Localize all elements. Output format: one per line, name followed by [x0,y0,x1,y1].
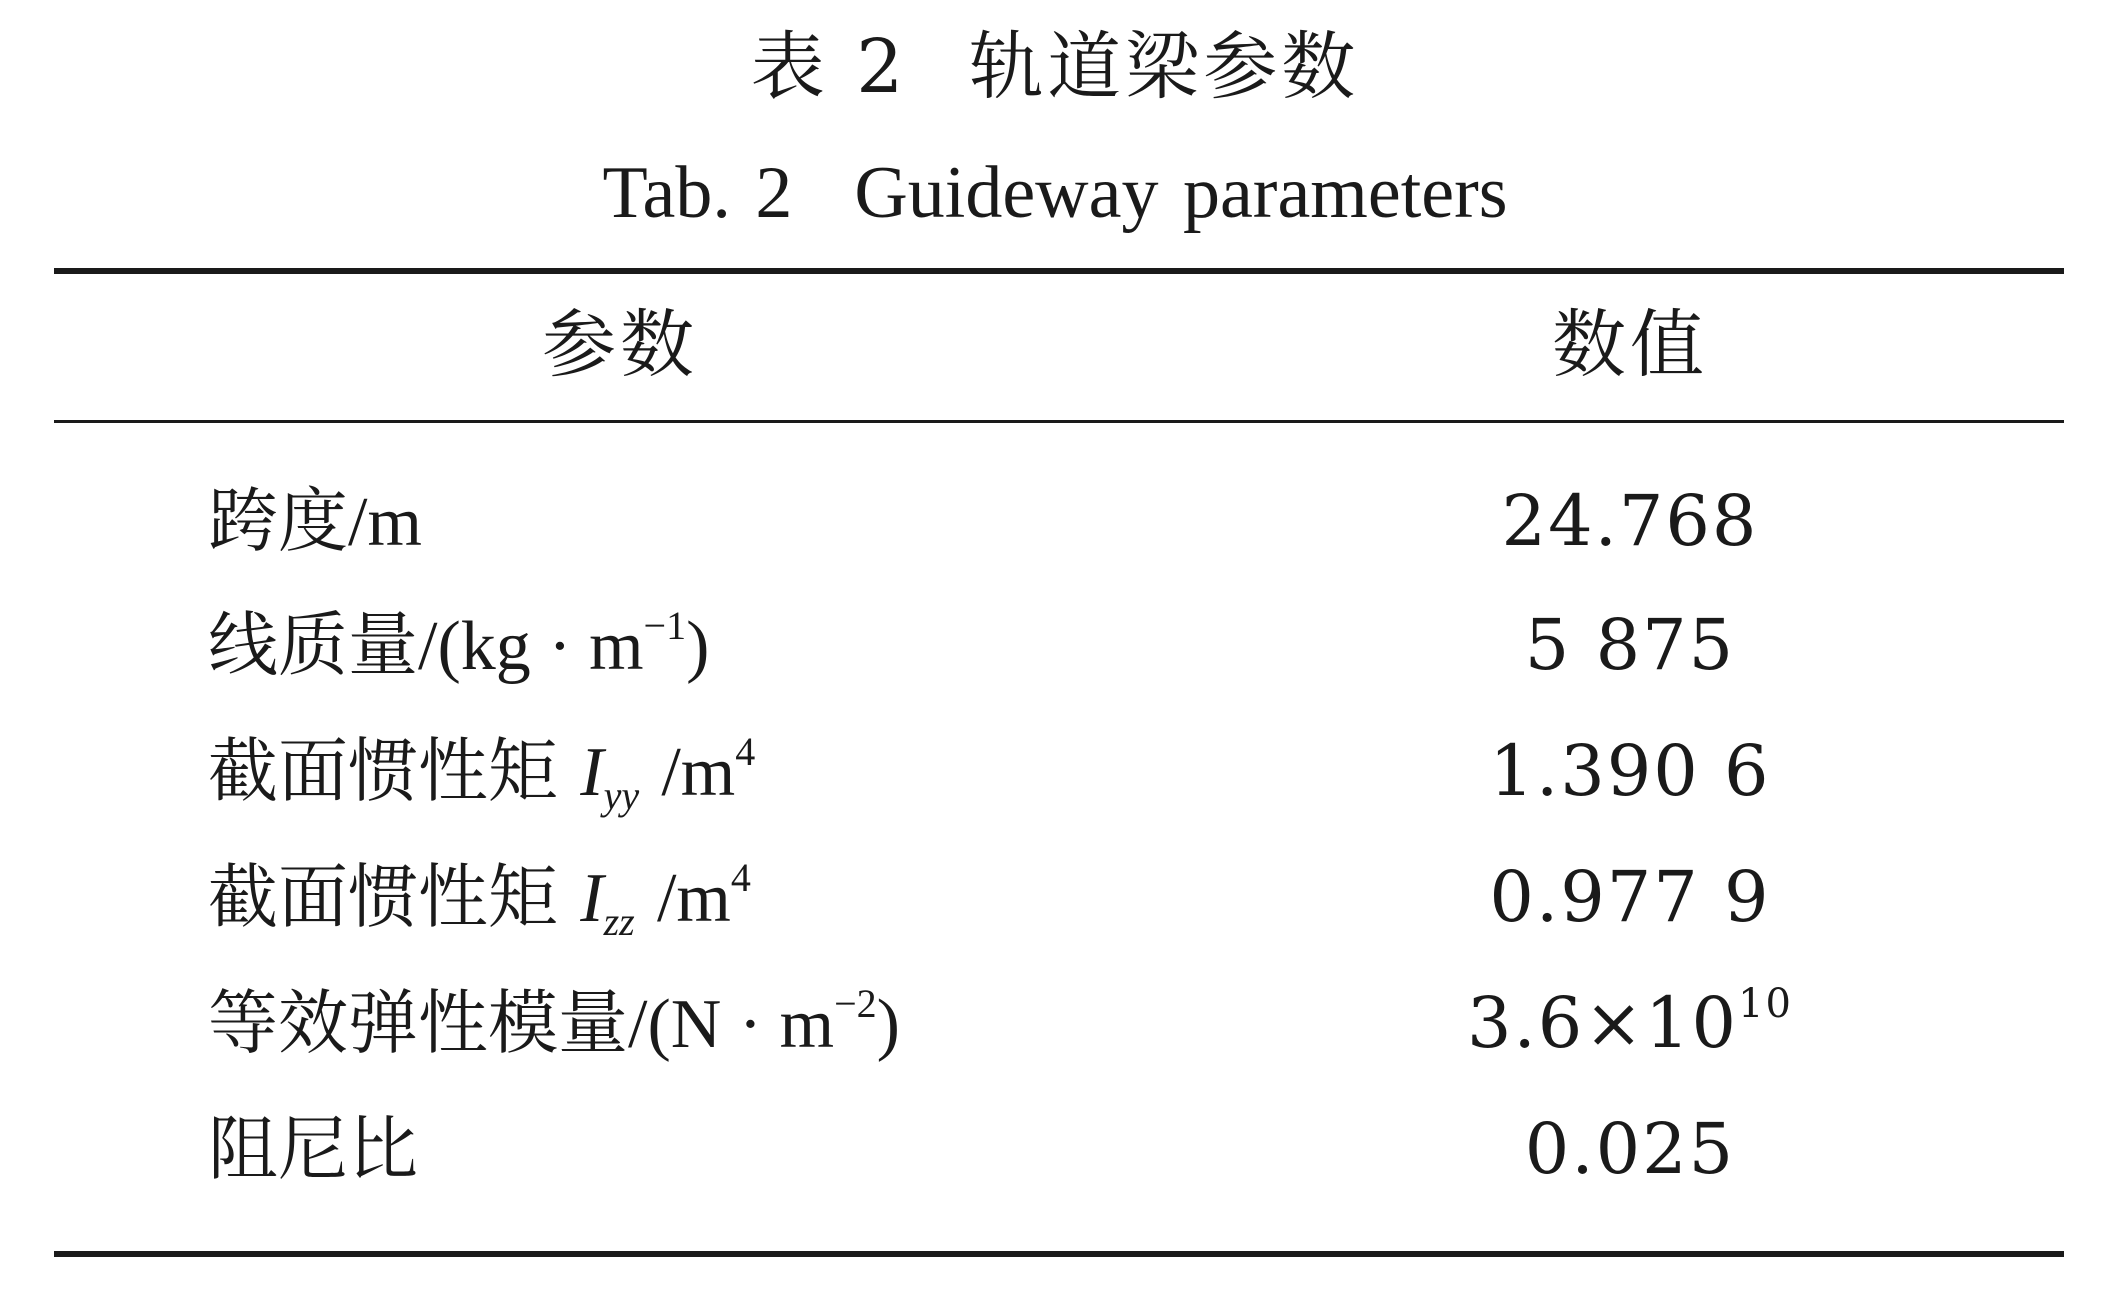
param-unit-close: ) [686,608,710,685]
caption-title-zh: 轨道梁参数 [969,24,1360,110]
column-header-value: 数值 [1552,302,1708,388]
table-row [0,968,2110,1078]
param-unit-close: ) [876,986,900,1063]
table-row [0,1094,2110,1204]
value-cell: 24.768 [1501,480,1759,562]
param-symbol-subscript: yy [603,773,640,818]
caption-label-zh: 表 2 [750,24,908,110]
param-symbol: I [580,860,604,937]
column-header-param: 参数 [542,302,698,388]
table-bottom-rule [54,1251,2064,1257]
param-cell [208,590,709,711]
table-header-rule [54,420,2064,423]
param-cell [208,968,900,1089]
param-unit-exponent: 4 [735,729,756,774]
param-unit-exponent: −1 [643,603,687,648]
table-row [0,590,2110,700]
table-top-rule [54,268,2064,274]
param-cell [208,466,422,578]
table-row [0,842,2110,952]
caption-label-en: Tab. 2 [602,152,793,234]
table-caption-zh [0,22,2110,112]
param-cell [208,842,751,963]
param-name: 截面惯性矩 [208,730,558,812]
param-name: 阻尼比 [208,1108,418,1190]
param-cell [208,1094,418,1204]
value-base: 3.6×10 [1467,982,1739,1064]
param-cell [208,716,755,837]
caption-title-en: Guideway parameters [854,152,1508,234]
param-unit-exponent: 4 [730,855,751,900]
value-exponent: 10 [1738,981,1793,1027]
value-cell: 1.390 6 [1489,730,1771,812]
table-row [0,716,2110,826]
value-cell: 0.025 [1524,1108,1736,1190]
param-unit-exponent: −2 [834,981,877,1026]
value-cell: 5 875 [1524,604,1736,686]
table-row [0,466,2110,576]
param-unit: /(N · m [628,986,835,1063]
param-name: 跨度 [208,480,348,562]
param-unit: /(kg · m [418,608,644,685]
param-unit: /m [348,484,422,561]
param-name: 线质量 [208,604,418,686]
value-cell [1380,968,1880,1089]
param-unit: /m [656,860,731,937]
param-unit: /m [661,734,736,811]
value-cell: 0.977 9 [1489,856,1771,938]
param-name: 截面惯性矩 [208,856,558,938]
param-symbol-subscript: zz [603,899,635,944]
table-caption-en [0,148,2110,238]
param-name: 等效弹性模量 [208,982,628,1064]
param-symbol: I [580,734,604,811]
